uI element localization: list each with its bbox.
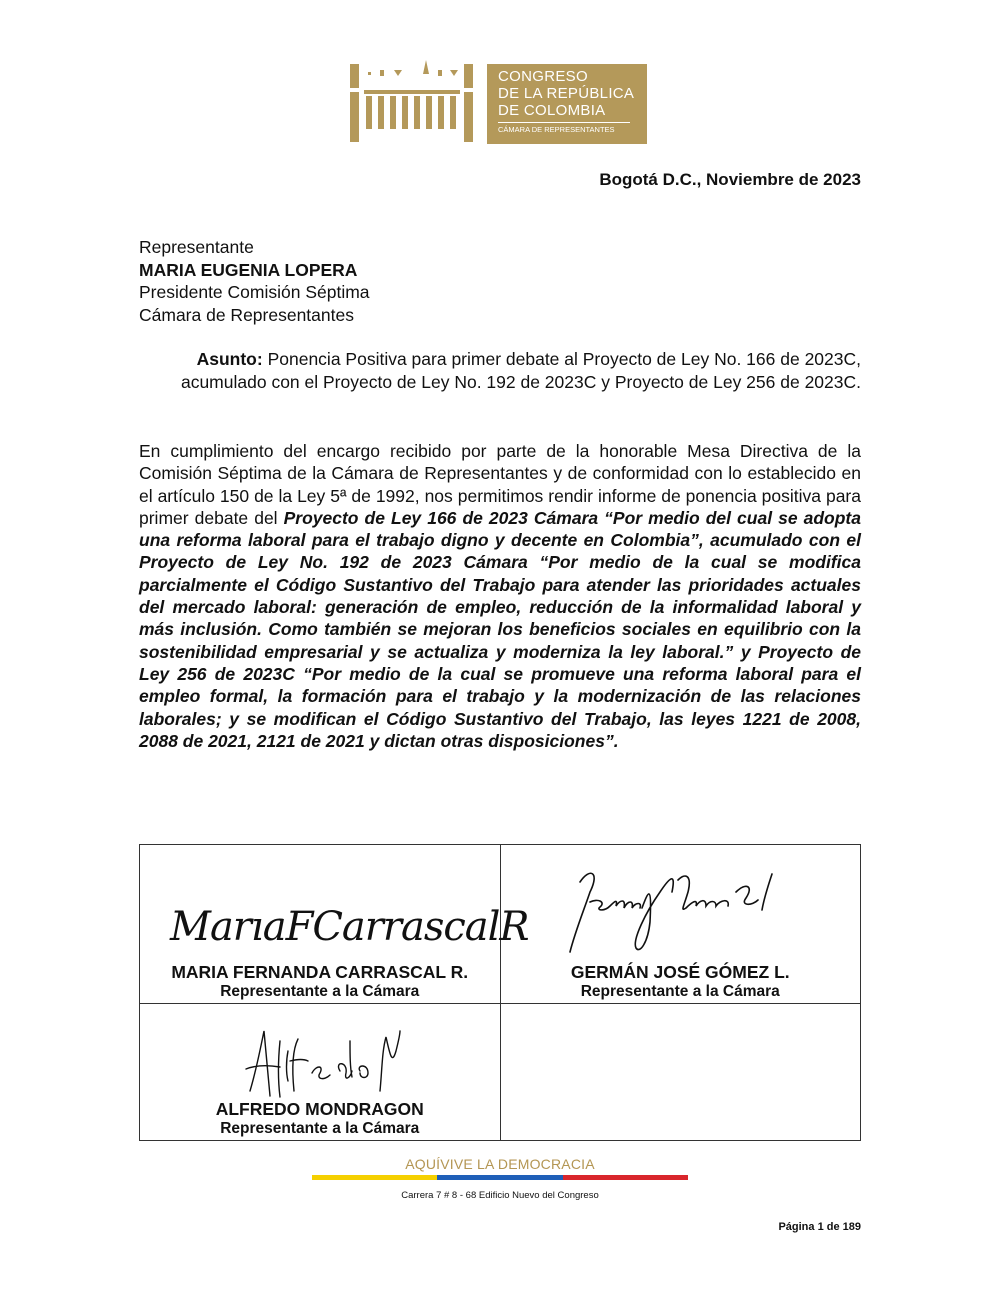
signature-cell-empty	[500, 1004, 861, 1141]
letter-date: Bogotá D.C., Noviembre de 2023	[599, 170, 861, 189]
svg-text:MarıaFCarrascalR: MarıaFCarrascalR	[169, 904, 529, 950]
flag-yellow	[312, 1175, 437, 1180]
signer-name: GERMÁN JOSÉ GÓMEZ L.	[570, 962, 790, 982]
signature-cell-carrascal	[140, 845, 529, 1004]
signature-cell-gomez	[500, 845, 861, 1004]
subject-line	[162, 348, 861, 393]
signature-mondragon	[220, 1021, 420, 1099]
flag-blue	[437, 1175, 562, 1180]
addressee-role: Presidente Comisión Séptima	[139, 282, 370, 302]
body-intro: En cumplimiento del encargo recibido por parte de la honorable Mesa Directiva de la Comisión Séptima de la Cámara de Representantes y de conformidad con lo establecido en el artículo 150 de la Ley 5ª de 1992, nos permitimos rendir informe de ponencia positiva para primer debate del	[139, 441, 861, 528]
subject-text: Ponencia Positiva para primer debate al Proyecto de Ley No. 166 de 2023C, acumulado con el Proyecto de Ley No. 192 de 2023C y Proyecto de Ley 256 de 2023C.	[180, 349, 861, 392]
signature-gomez	[560, 862, 800, 962]
logo-line-3: DE COLOMBIA	[498, 102, 606, 119]
logo-line-2: DE LA REPÚBLICA	[498, 85, 635, 102]
logo-subline: CÁMARA DE REPRESENTANTES	[498, 122, 630, 135]
addressee-name: MARIA EUGENIA LOPERA	[139, 259, 358, 280]
addressee-salutation: Representante	[139, 237, 254, 257]
signature-table	[139, 844, 861, 1141]
signature-cell-mondragon	[140, 1004, 501, 1141]
footer-motto	[312, 1156, 688, 1180]
congress-logo-text	[487, 64, 647, 144]
signer-role: Representante a la Cámara	[220, 1120, 420, 1137]
flag-red	[563, 1175, 688, 1180]
addressee-chamber: Cámara de Representantes	[139, 304, 354, 325]
signature-carrascal	[160, 892, 529, 962]
signer-name: MARIA FERNANDA CARRASCAL R.	[171, 962, 469, 982]
motto-text: AQUÍVIVE LA DEMOCRACIA	[405, 1156, 595, 1172]
addressee-block	[139, 236, 370, 326]
signer-role: Representante a la Cámara	[220, 983, 420, 1000]
flag-color-bar	[312, 1175, 688, 1180]
body-paragraph	[139, 440, 861, 752]
body-projects: Proyecto de Ley 166 de 2023 Cámara “Por medio del cual se adopta una reforma laboral para el trabajo digno y decente en Colombia”, acumulado con el Proyecto de Ley No. 192 de 2023 Cámara “Por medio de la cual se modifica parcialmente el Código Sustantivo del Trabajo para atender las prioridades actuales del mercado laboral: generación de empleo, reducción de la informalidad laboral y más inclusión. Como también se mejoran los beneficios sociales en equilibrio con la sostenibilidad empresarial y se actualiza y moderniza la ley laboral.” y Proyecto de Ley 256 de 2023C “Por medio de la cual se promueve una reforma laboral para el empleo formal, la formación para el trabajo y la modernización de las relaciones laborales; y se modifican el Código Sustantivo del Trabajo, las leyes 1221 de 2008, 2088 de 2021, 2121 de 2021 y dictan otras disposiciones”.	[139, 507, 861, 751]
signer-role: Representante a la Cámara	[580, 983, 780, 1000]
footer-address: Carrera 7 # 8 - 68 Edificio Nuevo del Congreso	[401, 1190, 599, 1201]
signer-name: ALFREDO MONDRAGON	[215, 1099, 424, 1119]
page-number: Página 1 de 189	[778, 1221, 861, 1233]
subject-label: Asunto:	[196, 349, 263, 369]
logo-line-1: CONGRESO	[498, 68, 588, 85]
